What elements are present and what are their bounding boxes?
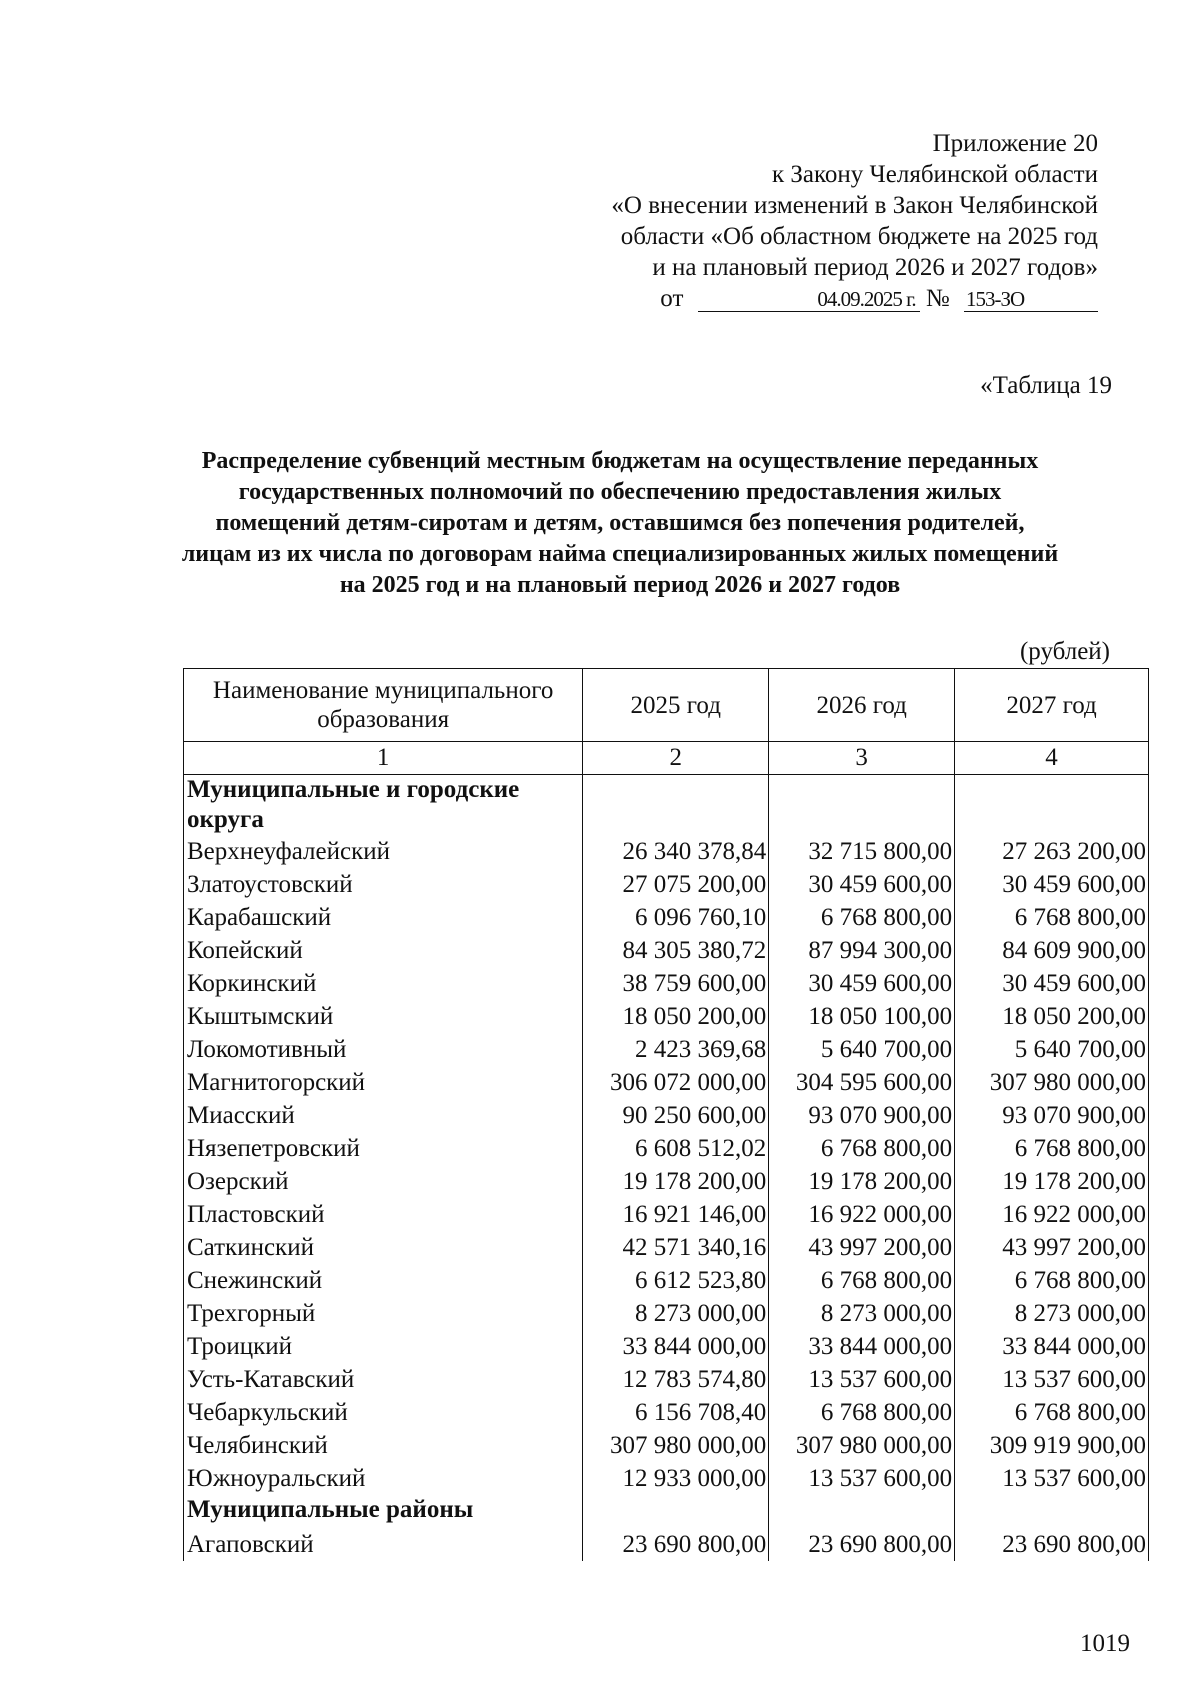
amount-2026: 6 768 800,00 [769, 1264, 955, 1297]
municipality-name: Чебаркульский [184, 1396, 583, 1429]
amount-2026: 307 980 000,00 [769, 1429, 955, 1462]
table-row [184, 1396, 1149, 1429]
municipality-name: Копейский [184, 934, 583, 967]
header-2027: 2027 год [955, 669, 1149, 742]
amount-2026: 16 922 000,00 [769, 1198, 955, 1231]
column-number: 1 [184, 742, 583, 775]
table-row [184, 1363, 1149, 1396]
amount-2025: 6 612 523,80 [583, 1264, 769, 1297]
section-row [184, 775, 1149, 836]
amount-2026: 30 459 600,00 [769, 967, 955, 1000]
amount-2025: 307 980 000,00 [583, 1429, 769, 1462]
amount-2025: 26 340 378,84 [583, 835, 769, 868]
amount-2026: 19 178 200,00 [769, 1165, 955, 1198]
amount-2025: 306 072 000,00 [583, 1066, 769, 1099]
column-number: 3 [769, 742, 955, 775]
amount-2026: 6 768 800,00 [769, 1132, 955, 1165]
units-label: (рублей) [1019, 638, 1110, 665]
empty-cell [955, 1495, 1149, 1528]
amount-2027: 27 263 200,00 [955, 835, 1149, 868]
amount-2027: 33 844 000,00 [955, 1330, 1149, 1363]
table-header-row [184, 669, 1149, 742]
table-row [184, 1165, 1149, 1198]
law-number: 153-ЗО [964, 287, 1098, 312]
empty-cell [769, 1495, 955, 1528]
amount-2025: 2 423 369,68 [583, 1033, 769, 1066]
amount-2027: 309 919 900,00 [955, 1429, 1149, 1462]
amount-2025: 42 571 340,16 [583, 1231, 769, 1264]
amount-2026: 32 715 800,00 [769, 835, 955, 868]
amount-2026: 6 768 800,00 [769, 1396, 955, 1429]
column-number: 2 [583, 742, 769, 775]
empty-cell [769, 775, 955, 836]
subvention-table [183, 668, 1149, 1561]
amount-2025: 33 844 000,00 [583, 1330, 769, 1363]
amount-2026: 93 070 900,00 [769, 1099, 955, 1132]
table-row [184, 1033, 1149, 1066]
table-row [184, 1000, 1149, 1033]
amount-2027: 93 070 900,00 [955, 1099, 1149, 1132]
amount-2025: 12 783 574,80 [583, 1363, 769, 1396]
amount-2027: 19 178 200,00 [955, 1165, 1149, 1198]
municipality-name: Агаповский [184, 1528, 583, 1561]
municipality-name: Озерский [184, 1165, 583, 1198]
table-row [184, 1066, 1149, 1099]
amount-2025: 19 178 200,00 [583, 1165, 769, 1198]
section-title: Муниципальные и городские округа [184, 775, 583, 836]
amount-2027: 307 980 000,00 [955, 1066, 1149, 1099]
table-row [184, 1462, 1149, 1495]
column-number: 4 [955, 742, 1149, 775]
municipality-name: Пластовский [184, 1198, 583, 1231]
amount-2026: 30 459 600,00 [769, 868, 955, 901]
amount-2025: 8 273 000,00 [583, 1297, 769, 1330]
municipality-name: Саткинский [184, 1231, 583, 1264]
amount-2027: 6 768 800,00 [955, 901, 1149, 934]
amount-2026: 18 050 100,00 [769, 1000, 955, 1033]
amount-2027: 18 050 200,00 [955, 1000, 1149, 1033]
amount-2025: 16 921 146,00 [583, 1198, 769, 1231]
amount-2027: 6 768 800,00 [955, 1264, 1149, 1297]
table-row [184, 1264, 1149, 1297]
amount-2026: 33 844 000,00 [769, 1330, 955, 1363]
appendix-header [611, 128, 1098, 314]
number-label: № [925, 285, 950, 312]
amount-2027: 84 609 900,00 [955, 934, 1149, 967]
amount-2025: 6 156 708,40 [583, 1396, 769, 1429]
amount-2026: 304 595 600,00 [769, 1066, 955, 1099]
amount-2025: 38 759 600,00 [583, 967, 769, 1000]
amount-2027: 8 273 000,00 [955, 1297, 1149, 1330]
amount-2027: 30 459 600,00 [955, 868, 1149, 901]
municipality-name: Снежинский [184, 1264, 583, 1297]
appendix-line: и на плановый период 2026 и 2027 годов» [652, 254, 1098, 281]
amount-2026: 5 640 700,00 [769, 1033, 955, 1066]
appendix-line: области «Об областном бюджете на 2025 год [620, 223, 1098, 250]
amount-2025: 6 096 760,10 [583, 901, 769, 934]
amount-2027: 13 537 600,00 [955, 1462, 1149, 1495]
header-municipality: Наименование муниципального образования [184, 669, 583, 742]
amount-2025: 12 933 000,00 [583, 1462, 769, 1495]
table-row [184, 1231, 1149, 1264]
amount-2026: 43 997 200,00 [769, 1231, 955, 1264]
municipality-name: Коркинский [184, 967, 583, 1000]
municipality-name: Южноуральский [184, 1462, 583, 1495]
table-row [184, 1330, 1149, 1363]
amount-2025: 23 690 800,00 [583, 1528, 769, 1561]
municipality-name: Верхнеуфалейский [184, 835, 583, 868]
document-title: Распределение субвенций местным бюджетам на осуществление переданных государственных полномочий по обеспечению предоставления жилых помещений детям-сиротам и детям, оставшимся без попечения родителей, лицам из их числа по договорам найма специализированных жилых помещений на 2025 год и на плановый период 2026 и 2027 годов [181, 448, 1059, 598]
amount-2027: 30 459 600,00 [955, 967, 1149, 1000]
table-row [184, 1528, 1149, 1561]
appendix-line: к Закону Челябинской области [772, 161, 1098, 188]
amount-2026: 87 994 300,00 [769, 934, 955, 967]
municipality-name: Усть-Катавский [184, 1363, 583, 1396]
table-body [184, 775, 1149, 1562]
amount-2027: 6 768 800,00 [955, 1396, 1149, 1429]
header-2026: 2026 год [769, 669, 955, 742]
table-label: «Таблица 19 [980, 372, 1112, 399]
table-row [184, 967, 1149, 1000]
empty-cell [583, 775, 769, 836]
header-2025: 2025 год [583, 669, 769, 742]
empty-cell [955, 775, 1149, 836]
empty-cell [583, 1495, 769, 1528]
amount-2027: 5 640 700,00 [955, 1033, 1149, 1066]
section-row [184, 1495, 1149, 1528]
municipality-name: Магнитогорский [184, 1066, 583, 1099]
table-row [184, 868, 1149, 901]
amount-2027: 43 997 200,00 [955, 1231, 1149, 1264]
law-date: 04.09.2025 г. [698, 287, 920, 312]
section-title: Муниципальные районы [184, 1495, 583, 1528]
amount-2026: 8 273 000,00 [769, 1297, 955, 1330]
table-row [184, 1198, 1149, 1231]
amount-2027: 16 922 000,00 [955, 1198, 1149, 1231]
amount-2027: 23 690 800,00 [955, 1528, 1149, 1561]
municipality-name: Кыштымский [184, 1000, 583, 1033]
table-row [184, 1429, 1149, 1462]
appendix-line: Приложение 20 [932, 130, 1098, 157]
municipality-name: Троицкий [184, 1330, 583, 1363]
municipality-name: Нязепетровский [184, 1132, 583, 1165]
amount-2025: 90 250 600,00 [583, 1099, 769, 1132]
amount-2026: 6 768 800,00 [769, 901, 955, 934]
table-row [184, 1099, 1149, 1132]
page-number: 1019 [1080, 1630, 1130, 1657]
table-row [184, 1132, 1149, 1165]
municipality-name: Миасский [184, 1099, 583, 1132]
table-row [184, 1297, 1149, 1330]
municipality-name: Локомотивный [184, 1033, 583, 1066]
appendix-line: «О внесении изменений в Закон Челябинской [611, 192, 1098, 219]
amount-2025: 6 608 512,02 [583, 1132, 769, 1165]
table-row [184, 901, 1149, 934]
amount-2025: 27 075 200,00 [583, 868, 769, 901]
from-label: от [660, 285, 684, 312]
amount-2026: 13 537 600,00 [769, 1462, 955, 1495]
amount-2025: 84 305 380,72 [583, 934, 769, 967]
amount-2026: 13 537 600,00 [769, 1363, 955, 1396]
law-date-number [611, 283, 1098, 314]
amount-2027: 13 537 600,00 [955, 1363, 1149, 1396]
table-row [184, 835, 1149, 868]
municipality-name: Карабашский [184, 901, 583, 934]
column-number-row [184, 742, 1149, 775]
amount-2025: 18 050 200,00 [583, 1000, 769, 1033]
municipality-name: Трехгорный [184, 1297, 583, 1330]
municipality-name: Златоустовский [184, 868, 583, 901]
municipality-name: Челябинский [184, 1429, 583, 1462]
amount-2026: 23 690 800,00 [769, 1528, 955, 1561]
amount-2027: 6 768 800,00 [955, 1132, 1149, 1165]
table-row [184, 934, 1149, 967]
